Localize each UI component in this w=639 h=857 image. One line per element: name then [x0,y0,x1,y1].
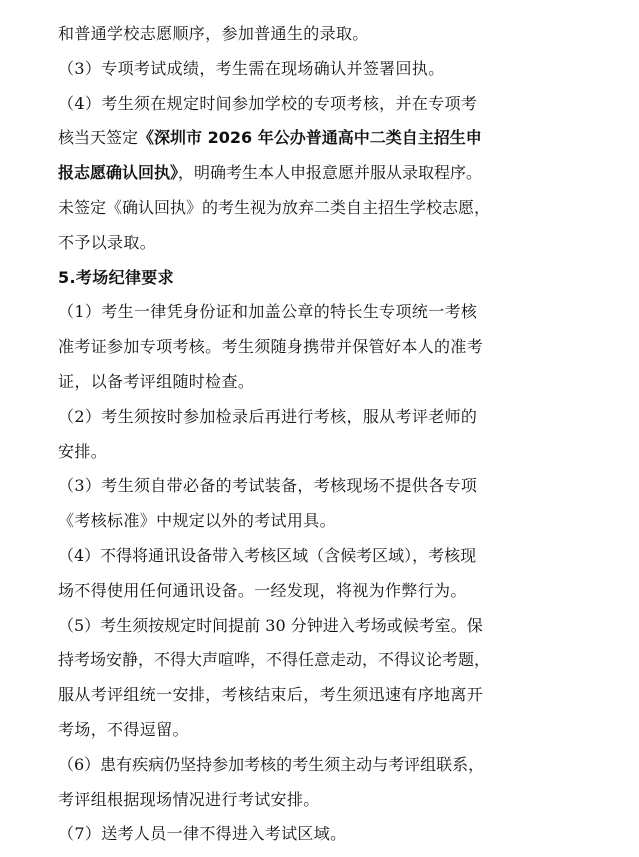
text-line [58,435,618,470]
text-segment: （4）不得将通讯设备带入考核区域（含候考区域），考核现 [58,545,477,565]
text-segment: 考场，不得逗留。 [58,719,189,739]
text-line [58,87,618,122]
bold-text-segment: 《深圳市 2026 年公办普通高中二类自主招生申 [138,128,482,148]
text-segment: （1）考生一律凭身份证和加盖公章的特长生专项统一考核 [58,302,478,322]
section-heading-text: 5.考场纪律要求 [58,267,175,287]
text-segment: 不予以录取。 [58,232,157,252]
text-line [58,678,618,713]
document-page [58,17,618,852]
text-segment: 服从考评组统一安排，考核结束后，考生须迅速有序地离开 [58,685,484,705]
text-segment: ，明确考生本人申报意愿并服从录取程序。 [178,163,483,183]
text-segment: （3）专项考试成绩，考生需在现场确认并签署回执。 [58,58,445,78]
text-line [58,817,618,852]
text-segment: 《考核标准》中规定以外的考试用具。 [58,511,336,531]
text-segment: （2）考生须按时参加检录后再进行考核，服从考评老师的 [58,406,478,426]
text-segment: 核当天签定 [58,128,139,148]
text-line [58,783,618,818]
text-line [58,643,618,678]
text-line [58,469,618,504]
text-segment: （7）送考人员一律不得进入考试区域。 [58,824,347,844]
text-segment: （3）考生须自带必备的考试装备，考核现场不提供各专项 [58,476,478,496]
text-line [58,574,618,609]
text-segment: 考评组根据现场情况进行考试安排。 [58,789,320,809]
text-line [58,17,618,52]
text-segment: 未签定《确认回执》的考生视为放弃二类自主招生学校志愿， [58,197,491,217]
text-line [58,365,618,400]
text-line [58,748,618,783]
text-line [58,52,618,87]
text-line [58,226,618,261]
text-line [58,609,618,644]
text-line [58,713,618,748]
text-segment: 和普通学校志愿顺序，参加普通生的录取。 [58,24,369,43]
text-segment: （4）考生须在规定时间参加学校的专项考核，并在专项考 [58,93,478,113]
text-segment: 持考场安静，不得大声喧哗，不得任意走动，不得议论考题， [58,650,491,670]
text-segment: （5）考生须按规定时间提前 30 分钟进入考场或候考室。保 [58,615,483,635]
text-segment: 场不得使用任何通讯设备。一经发现，将视为作弊行为。 [58,580,467,600]
text-line [58,400,618,435]
text-line [58,539,618,574]
text-line [58,121,618,156]
text-line [58,504,618,539]
text-segment: 安排。 [58,441,108,461]
bold-text-segment: 报志愿确认回执》 [58,163,179,183]
text-segment: 准考证参加专项考核。考生须随身携带并保管好本人的准考 [58,337,484,357]
text-line [58,191,618,226]
section-heading [58,261,618,296]
text-segment: （6）患有疾病仍坚持参加考核的考生须主动与考评组联系， [58,754,485,774]
text-line [58,330,618,365]
text-line [58,295,618,330]
text-line [58,156,618,191]
text-segment: 证，以备考评组随时检查。 [58,371,255,391]
